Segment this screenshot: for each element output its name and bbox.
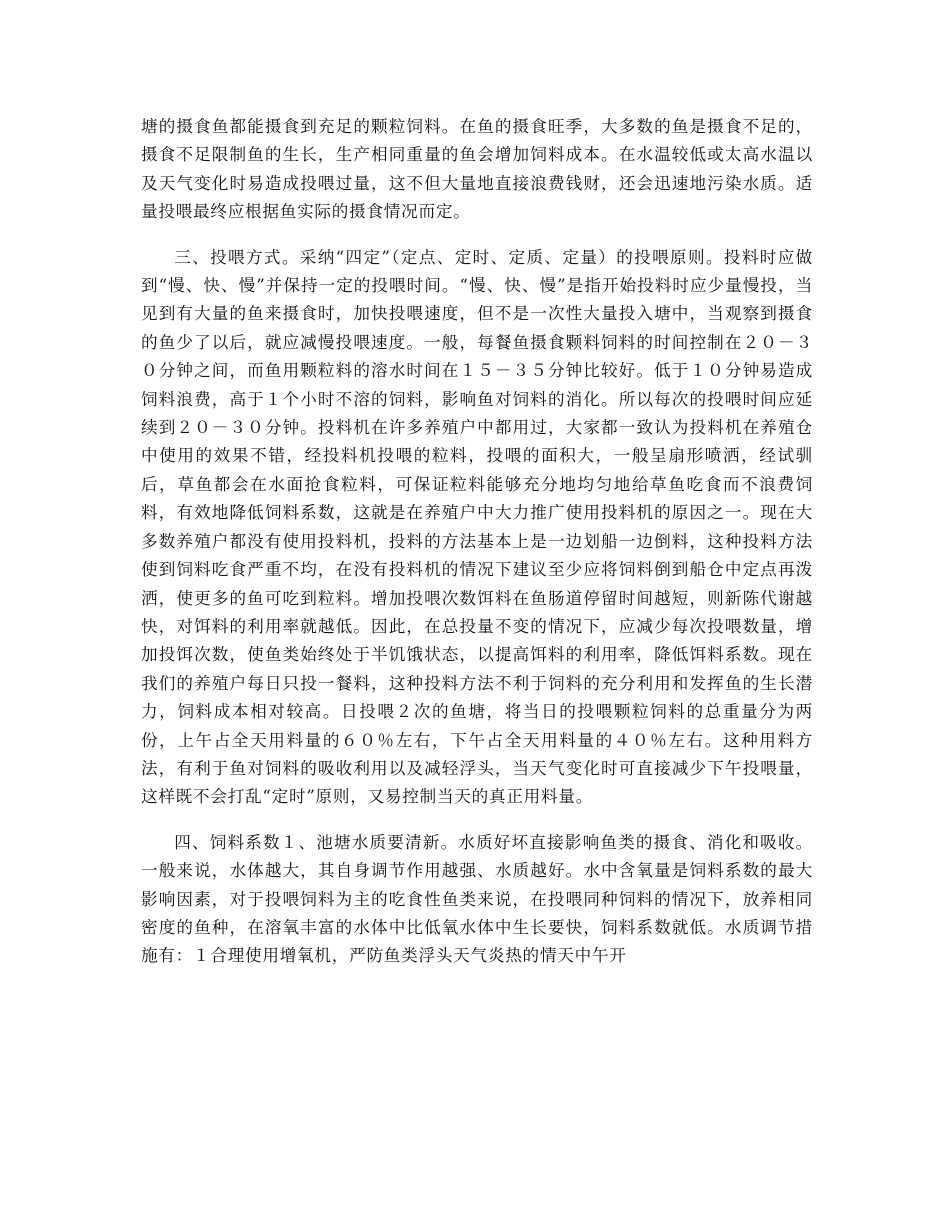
paragraph-feed-coefficient: 四、饲料系数１、池塘水质要清新。水质好坏直接影响鱼类的摄食、消化和吸收。一般来说，水体越大，其自身调节作用越强、水质越好。水中含氧量是饲料系数的最大影响因素，对于投喂饲料为主的吃食性鱼类来说，在投喂同种饲料的情况下，放养相同密度的鱼种，在溶氧丰富的水体中比低氧水体中生长要快，饲料系数就低。水质调节措施有：１合理使用增氧机，严防鱼类浮头天气炎热的情天中午开 bbox=[141, 832, 813, 966]
paragraph-continuation: 塘的摄食鱼都能摄食到充足的颗粒饲料。在鱼的摄食旺季，大多数的鱼是摄食不足的，摄食不足限制鱼的生长，生产相同重量的鱼会增加饲料成本。在水温较低或太高水温以及天气变化时易造成投喂过量，这不但大量地直接浪费钱财，还会迅速地污染水质。适量投喂最终应根据鱼实际的摄食情况而定。 bbox=[141, 117, 813, 222]
document-body bbox=[141, 113, 813, 988]
paragraph-feeding-method: 三、投喂方式。采纳“四定”（定点、定时、定质、定量）的投喂原则。投料时应做到“慢、快、慢”并保持一定的投喂时间。“慢、快、慢”是指开始投料时应少量慢投，当见到有大量的鱼来摄食时，加快投喂速度，但不是一次性大量投入塘中，当观察到摄食的鱼少了以后，就应减慢投喂速度。一般，每餐鱼摄食颗料饲料的时间控制在２０－３０分钟之间，而鱼用颗粒料的溶水时间在１５－３５分钟比较好。低于１０分钟易造成饲料浪费，高于１个小时不溶的饲料，影响鱼对饲料的消化。所以每次的投喂时间应延续到２０－３０分钟。投料机在许多养殖户中都用过，大家都一致认为投料机在养殖仓中使用的效果不错，经投料机投喂的粒料，投喂的面积大，一般呈扇形喷洒，经试驯后，草鱼都会在水面抢食粒料，可保证粒料能够充分地均匀地给草鱼吃食而不浪费饲料，有效地降低饲料系数，这就是在养殖户中大力推广使用投料机的原因之一。现在大多数养殖户都没有使用投料机，投料的方法基本上是一边划船一边倒料，这种投料方法使到饲料吃食严重不均，在没有投料机的情况下建议至少应将饲料倒到船仓中定点再泼洒，使更多的鱼可吃到粒料。增加投喂次数饵料在鱼肠道停留时间越短，则新陈代谢越快，对饵料的利用率就越低。因此，在总投量不变的情况下，应减少每次投喂数量，增加投饵次数，使鱼类始终处于半饥饿状态，以提高饵料的利用率，降低饵料系数。现在我们的养殖户每日只投一餐料，这种投料方法不利于饲料的充分利用和发挥鱼的生长潜力，饲料成本相对较高。日投喂２次的鱼塘，将当日的投喂颗粒饲料的总重量分为两份，上午占全天用料量的６０％左右，下午占全天用料量的４０％左右。这种用料方法，有利于鱼对饲料的吸收利用以及减轻浮头，当天气变化时可直接减少下午投喂量，这样既不会打乱“定时”原则，又易控制当天的真正用料量。 bbox=[141, 247, 813, 807]
